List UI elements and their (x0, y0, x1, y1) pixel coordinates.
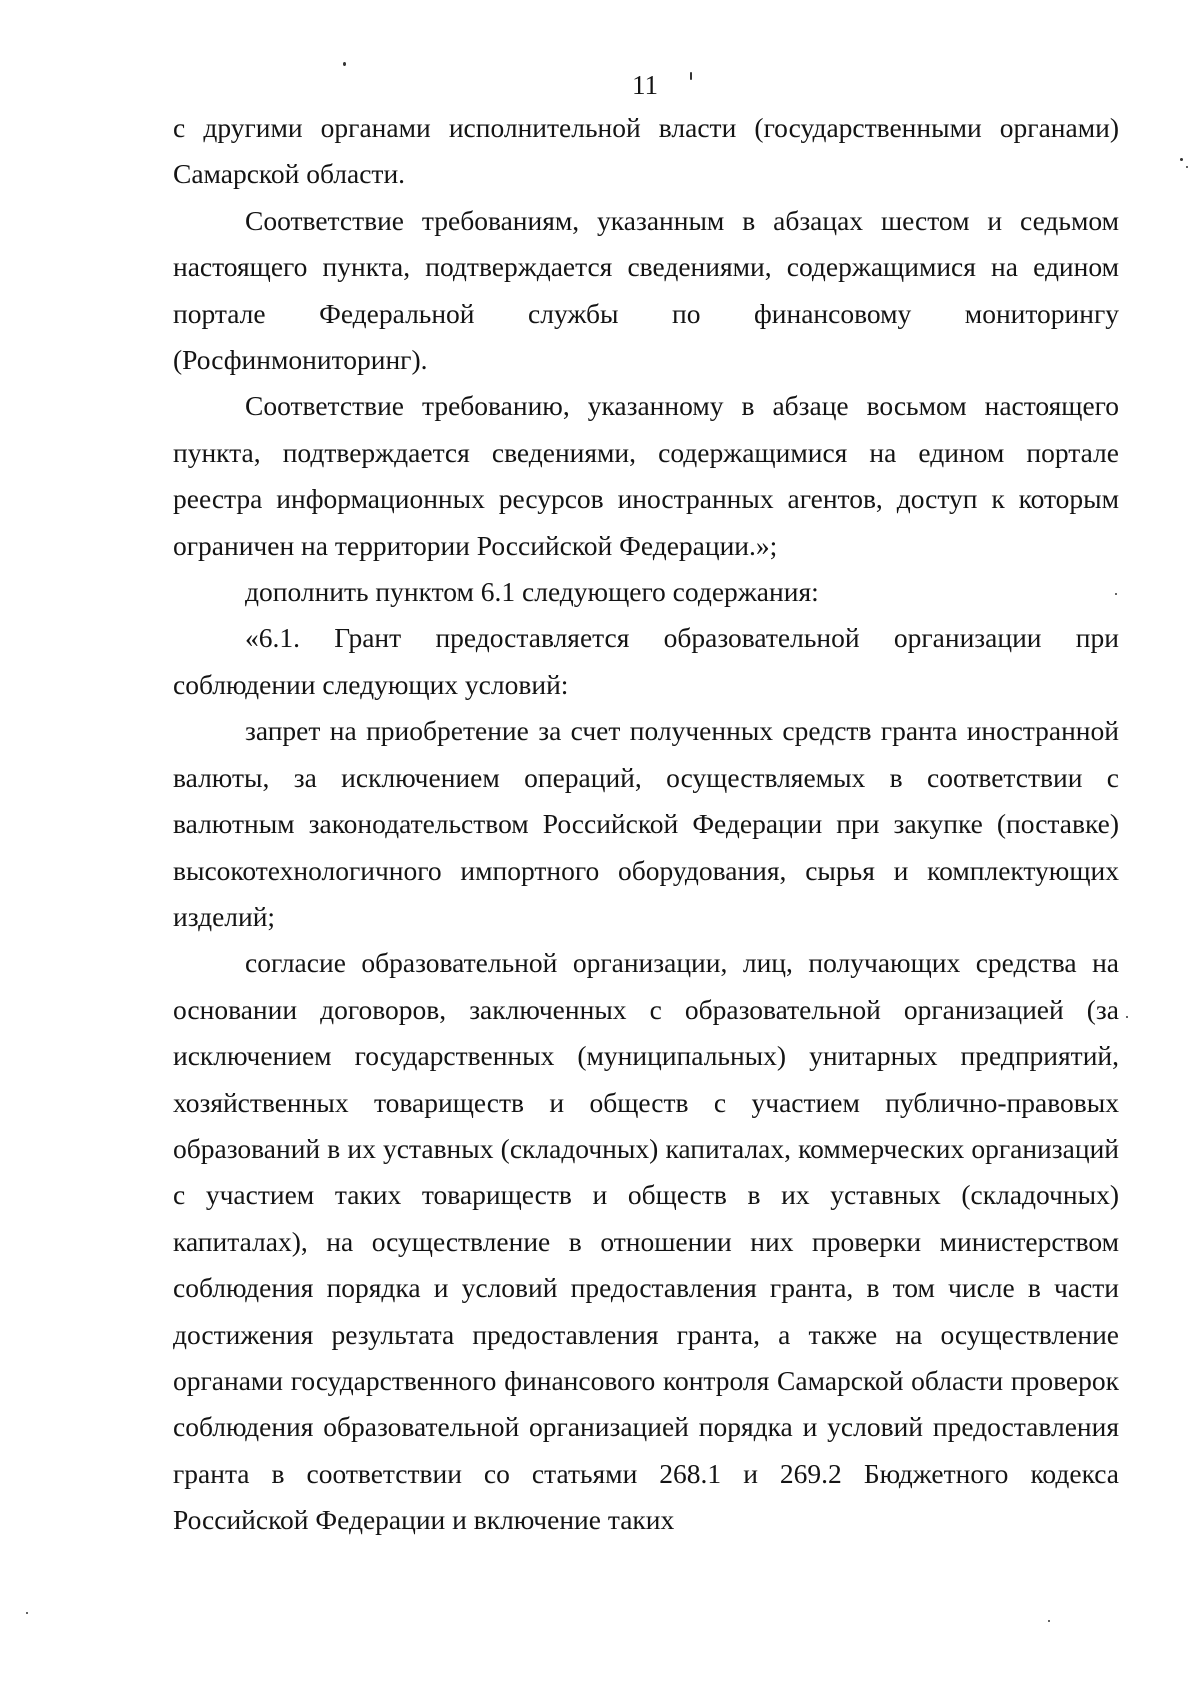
paragraph: согласие образовательной организации, лиц, получающих средства на основании договоров, заключенных с образовательной организацией (за исключением государственных (муниципальных) унитарных предприятий, хозяйственных товариществ и обществ с участием публично-правовых образований в их уставных (складочных) капиталах, коммерческих организаций с участием таких товариществ и обществ в их уставных (складочных) капиталах), на осуществление в отношении них проверки министерством соблюдения порядка и условий предоставления гранта, в том числе в части достижения результата предоставления гранта, а также на осуществление органами государственного финансового контроля Самарской области проверок соблюдения образовательной организацией порядка и условий предоставления гранта в соответствии со статьями 268.1 и 269.2 Бюджетного кодекса Российской Федерации и включение таких (173, 947, 1119, 1536)
scan-speck (1180, 158, 1183, 161)
page-number: 11 (632, 70, 658, 100)
scan-speck (690, 72, 692, 80)
body-text (173, 105, 1119, 1544)
scan-speck (1048, 1620, 1050, 1622)
paragraph: с другими органами исполнительной власти (государственными органами) Самарской области. (173, 112, 1119, 190)
scan-speck (343, 62, 346, 66)
paragraph: дополнить пунктом 6.1 следующего содержания: (245, 576, 819, 608)
scan-speck (1115, 593, 1117, 595)
paragraph: «6.1. Грант предоставляется образовательной организации при соблюдении следующих условий: (173, 622, 1119, 700)
paragraph: Соответствие требованиям, указанным в абзацах шестом и седьмом настоящего пункта, подтверждается сведениями, содержащимися на едином портале Федеральной службы по финансовому мониторингу (Росфинмониторинг). (173, 204, 1119, 376)
scan-speck (26, 1612, 28, 1614)
scan-speck (1126, 1016, 1128, 1018)
paragraph: запрет на приобретение за счет полученных средств гранта иностранной валюты, за исключением операций, осуществляемых в соответствии с валютным законодательством Российской Федерации при закупке (поставке) высокотехнологичного импортного оборудования, сырья и комплектующих изделий; (173, 715, 1119, 932)
scan-speck (1186, 166, 1188, 168)
paragraph: Соответствие требованию, указанному в абзаце восьмом настоящего пункта, подтверждается сведениями, содержащимися на едином портале реестра информационных ресурсов иностранных агентов, доступ к которым ограничен на территории Российской Федерации.»; (173, 390, 1119, 561)
